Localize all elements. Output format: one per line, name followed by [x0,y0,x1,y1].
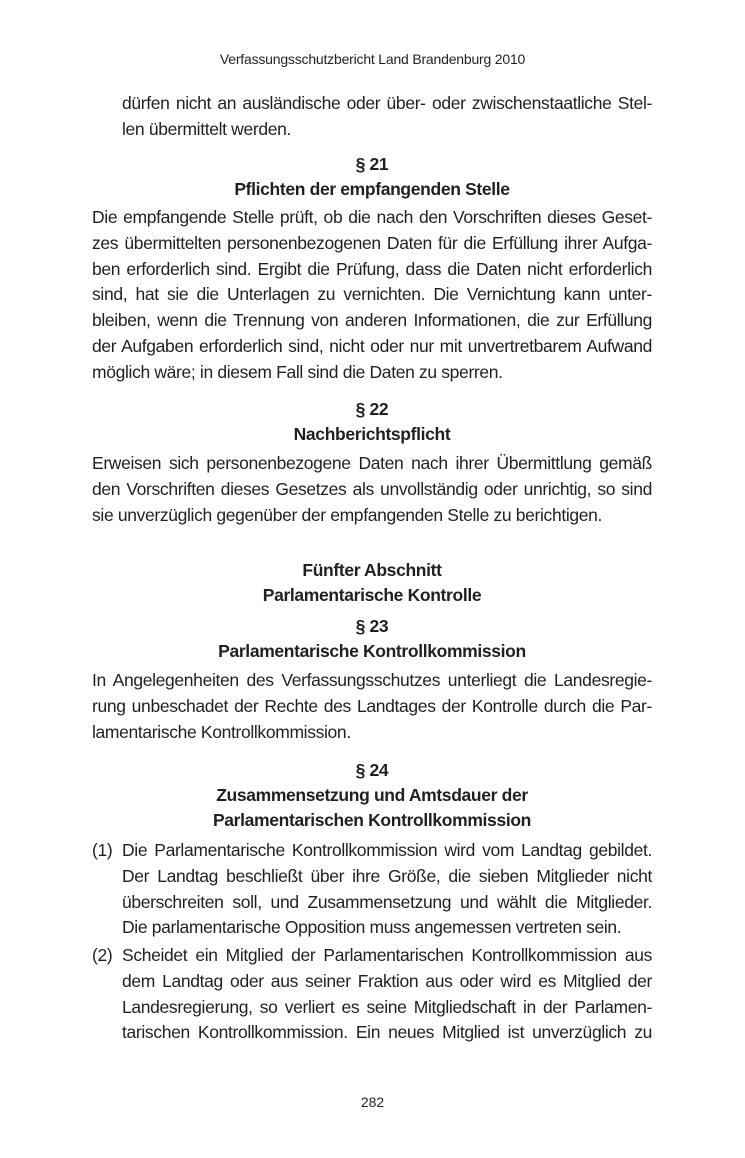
section-title: Parlamentarische Kontrollkommission [218,641,526,661]
text-line: rung unbeschadet der Rechte des Landtages der Kontrolle durch die Par- [92,695,652,716]
section-21-heading [92,152,652,202]
text-line: sie unverzüglich gegenüber der empfangenden Stelle zu berichtigen. [92,504,603,525]
text-line: der Aufgaben erforderlich sind, nicht oder nur mit unvertretbarem Aufwand [92,335,652,356]
text-line: lamentarische Kontrollkommission. [92,721,351,742]
text-line: zes übermittelten personenbezogenen Daten für die Erfüllung ihrer Aufga- [92,232,652,253]
section-number: § 24 [355,760,389,780]
chapter-subtitle: Parlamentarische Kontrolle [262,585,482,605]
text-line: sind, hat sie die Unterlagen zu vernichten. Die Vernichtung kann unter- [92,284,652,305]
section-number: § 22 [355,399,389,419]
running-head: Verfassungsschutzbericht Land Brandenburg 2010 [219,51,526,67]
text-line: Die parlamentarische Opposition muss angemessen vertreten sein. [122,917,622,938]
section-21-paragraph [92,205,652,386]
text-line: Landesregierung, so verliert es seine Mitgliedschaft in der Parlamen- [122,996,652,1017]
continuation-paragraph [122,91,652,143]
section-23-paragraph [92,668,652,745]
text-line: In Angelegenheiten des Verfassungsschutzes unterliegt die Landesregie- [92,670,652,690]
section-24-heading [92,758,652,833]
section-number: § 23 [355,616,389,636]
chapter-title: Fünfter Abschnitt [302,560,442,580]
section-number: § 21 [355,154,389,174]
section-22-heading [92,397,652,447]
text-line: dürfen nicht an ausländische oder über- oder zwischenstaatliche Stel- [122,93,652,113]
list-number: (1) [92,840,113,860]
text-line: ben erforderlich sind. Ergibt die Prüfung, dass die Daten nicht erforderlich [92,258,652,279]
section-title: Zusammensetzung und Amtsdauer der [216,785,528,805]
list-item-2 [92,943,652,1046]
section-title: Nachberichtspflicht [293,424,451,444]
text-line: bleiben, wenn die Trennung von anderen Informationen, die zur Erfüllung [92,310,652,331]
text-line: Die Parlamentarische Kontrollkommission wird vom Landtag gebildet. [122,840,652,860]
chapter-heading [92,558,652,608]
text-line: möglich wäre; in diesem Fall sind die Daten zu sperren. [92,361,503,382]
text-line: len übermittelt werden. [122,118,291,139]
text-line: tarischen Kontrollkommission. Ein neues Mitglied ist unverzüglich zu [122,1022,652,1043]
list-item-1 [92,838,652,941]
text-line: Erweisen sich personenbezogene Daten nach ihrer Übermittlung gemäß [92,453,652,473]
text-line: Scheidet ein Mitglied der Parlamentarischen Kontrollkommission aus [122,945,652,965]
text-line: Der Landtag beschließt über ihre Größe, die sieben Mitglieder nicht [122,865,652,886]
text-line: den Vorschriften dieses Gesetzes als unvollständig oder unrichtig, so sind [92,478,652,499]
section-23-heading [92,614,652,664]
section-22-paragraph [92,451,652,528]
section-title: Parlamentarischen Kontrollkommission [212,810,532,830]
list-number: (2) [92,945,113,965]
section-title: Pflichten der empfangenden Stelle [234,179,510,199]
text-line: dem Landtag oder aus seiner Fraktion aus oder wird es Mitglied der [122,970,652,991]
text-line: Die empfangende Stelle prüft, ob die nach den Vorschriften dieses Geset- [92,207,652,227]
text-line: überschreiten soll, und Zusammensetzung und wählt die Mitglieder. [122,891,652,912]
page-number: 282 [360,1094,385,1110]
